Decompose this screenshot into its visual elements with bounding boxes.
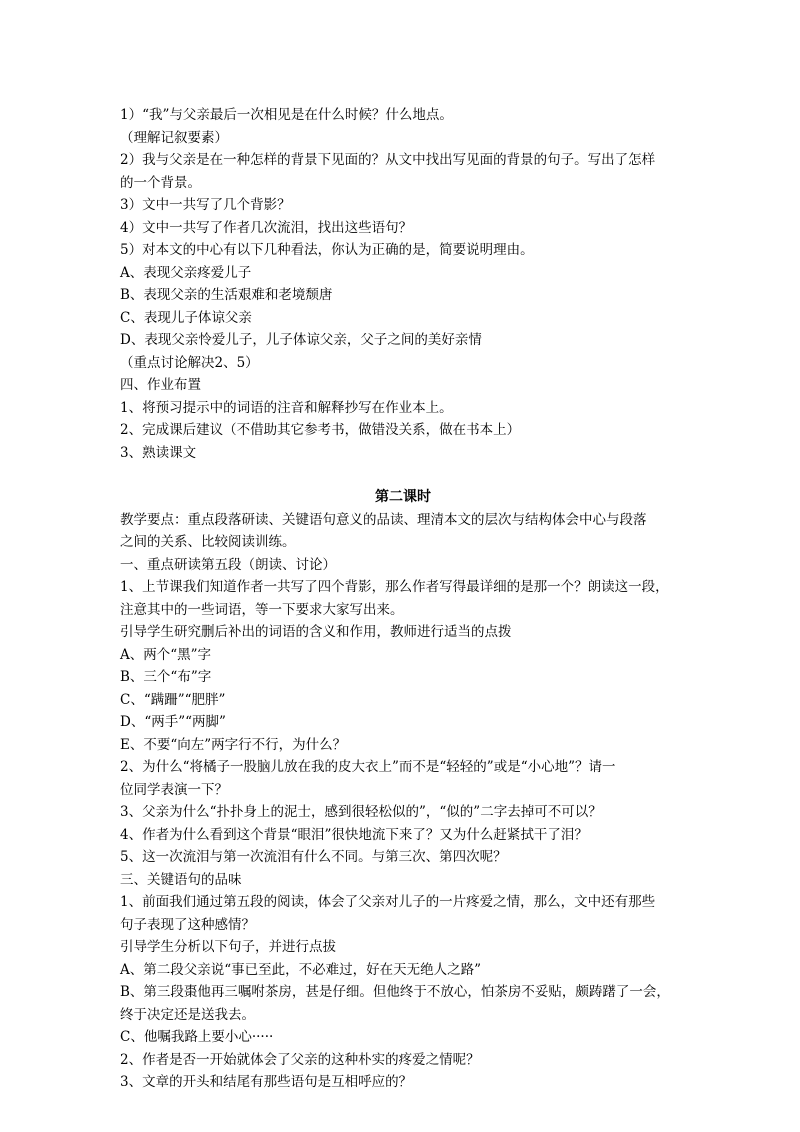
text-line: D、表现父亲怜爱儿子，儿子体谅父亲，父子之间的美好亲情 — [120, 332, 482, 348]
text-line: 三、关键语句的品味 — [120, 871, 242, 888]
text-line: 四、作业布置 — [120, 377, 201, 393]
text-line: 句子表现了这种感情？ — [120, 916, 255, 933]
section-gap — [120, 464, 686, 486]
text-line: C、表现儿子体谅父亲 — [120, 309, 252, 326]
text-line: 注意其中的一些词语，等一下要求大家写出来。 — [120, 601, 404, 618]
text-line: 教学要点：重点段落研读、关键语句意义的品读、理清本文的层次与结构体会中心与段落 — [120, 511, 647, 528]
section-title: 第二课时 — [375, 489, 431, 505]
text-line: 1、前面我们通过第五段的阅读，体会了父亲对儿子的一片疼爱之情，那么，文中还有那些 — [120, 894, 656, 910]
text-line: 引导学生分析以下句子，并进行点拔 — [120, 939, 336, 955]
text-line: C、“蹒跚”“肥胖” — [120, 691, 226, 708]
text-line: 位同学表演一下？ — [120, 781, 228, 798]
text-line: 2、作者是否一开始就体会了父亲的这种朴实的疼爱之情呢？ — [120, 1051, 480, 1068]
text-line: B、表现父亲的生活艰难和老境颓唐 — [120, 287, 333, 303]
text-line: 的一个背景。 — [120, 174, 201, 191]
text-line: 4）文中一共写了作者几次流泪，找出这些语句？ — [120, 219, 413, 236]
section-second-lesson — [120, 486, 686, 1094]
text-line: 终于决定还是送我去。 — [120, 1006, 255, 1023]
text-line: B、三个“布”字 — [120, 669, 212, 685]
text-line: 1、上节课我们知道作者一共写了四个背影，那么作者写得最详细的是那一个？朗读这一段， — [120, 579, 669, 595]
text-line: 一、重点研读第五段（朗读、讨论） — [120, 556, 336, 573]
text-line: （理解记叙要素） — [120, 129, 228, 146]
text-line: 4、作者为什么看到这个背景“眼泪”很快地流下来了？又为什么赶紧拭干了泪？ — [120, 826, 588, 843]
text-line: A、两个“黑”字 — [120, 646, 212, 663]
document-page — [120, 104, 686, 1094]
text-line: 1）“我”与父亲最后一次相见是在什么时候？什么地点。 — [120, 107, 453, 123]
text-line: 2、完成课后建议（不借助其它参考书，做错没关系，做在书本上） — [120, 422, 521, 438]
text-line: A、表现父亲疼爱儿子 — [120, 264, 252, 281]
section-first-lesson — [120, 104, 686, 464]
text-line: B、第三段棗他再三嘱咐茶房，甚是仔细。但他终于不放心，怕茶房不妥贴，颇踌躇了一会， — [120, 984, 670, 1000]
text-line: 2、为什么“将橘子一股脑儿放在我的皮大衣上”而不是“轻轻的”或是“小心地”？请一 — [120, 759, 616, 775]
text-line: 3、文章的开头和结尾有那些语句是互相呼应的？ — [120, 1074, 413, 1090]
text-line: 5）对本文的中心有以下几种看法，你认为正确的是，简要说明理由。 — [120, 242, 534, 258]
text-line: 之间的关系、比较阅读训练。 — [120, 534, 296, 550]
text-line: C、他嘱我路上要小心····· — [120, 1029, 274, 1045]
text-line: 2）我与父亲是在一种怎样的背景下见面的？从文中找出写见面的背景的句子。写出了怎样 — [120, 152, 656, 168]
text-line: 3、熟读课文 — [120, 444, 197, 461]
text-line: A、第二段父亲说“事已至此，不必难过，好在天无绝人之路” — [120, 961, 482, 978]
text-line: E、不要“向左”两字行不行，为什么？ — [120, 736, 347, 753]
text-line: （重点讨论解决2、5） — [120, 354, 259, 371]
text-line: 3）文中一共写了几个背影？ — [120, 197, 291, 213]
text-line: 引导学生研究删后补出的词语的含义和作用，教师进行适当的点拨 — [120, 624, 512, 640]
text-line: D、“两手”“两脚” — [120, 714, 226, 730]
text-line: 5、这一次流泪与第一次流泪有什么不同。与第三次、第四次呢？ — [120, 849, 507, 865]
text-line: 3、父亲为什么“扑扑身上的泥士，感到很轻松似的”，“似的”二字去掉可不可以？ — [120, 804, 602, 820]
text-line: 1、将预习提示中的词语的注音和解释抄写在作业本上。 — [120, 399, 453, 416]
